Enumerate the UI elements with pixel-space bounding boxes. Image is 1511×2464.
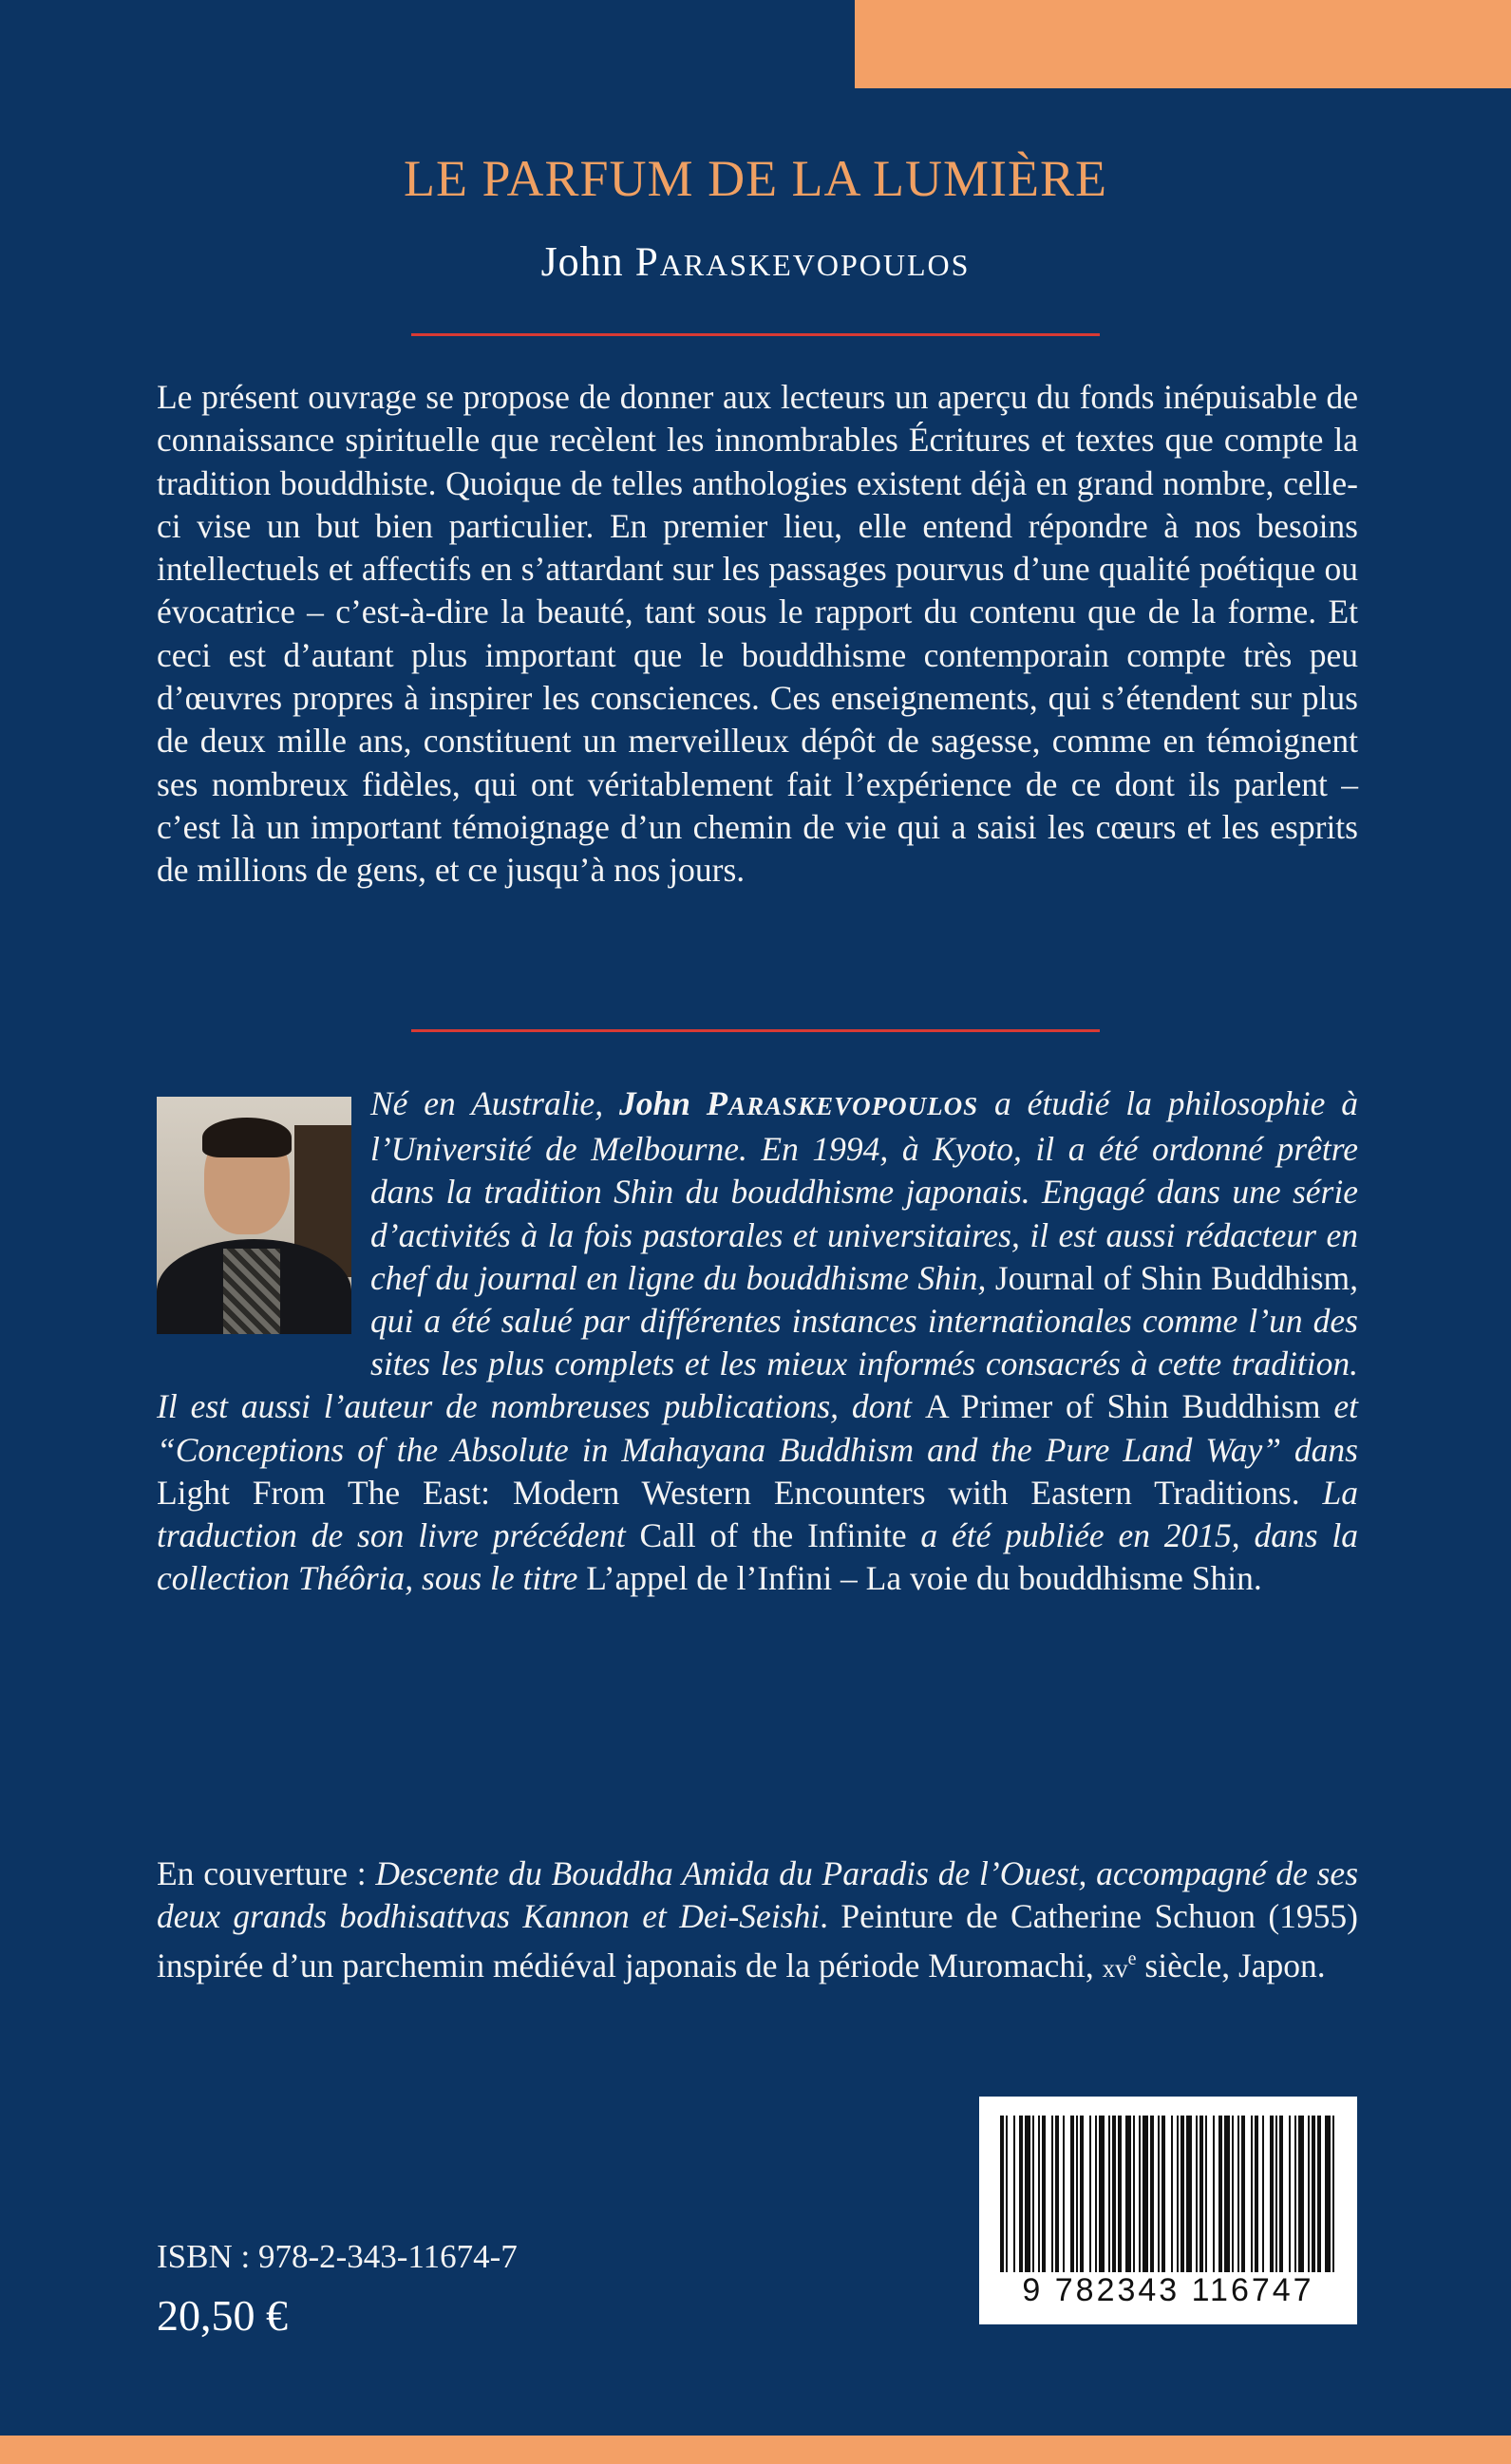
book-title-3: Call of the Infinite: [639, 1516, 907, 1555]
barcode-bars: [1000, 2116, 1336, 2272]
barcode-bar: [1099, 2116, 1105, 2272]
barcode-bar: [1298, 2116, 1304, 2272]
barcode-bar: [1032, 2116, 1034, 2272]
barcode-bar: [1063, 2116, 1065, 2272]
barcode-number: 9 782343 116747: [1022, 2272, 1314, 2308]
book-title-1: A Primer of Shin Buddhism: [924, 1387, 1321, 1426]
bio-author-name: John PARASKEVOPOULOS: [618, 1084, 979, 1122]
barcode-bar: [1294, 2116, 1296, 2272]
book-title-4: L’appel de l’Infini – La voie du bouddhisme Shin.: [586, 1559, 1262, 1598]
barcode-bar: [1177, 2116, 1179, 2272]
barcode-bar: [1251, 2116, 1253, 2272]
barcode-bar: [1006, 2116, 1008, 2272]
orange-corner-band: [855, 0, 1511, 88]
barcode-bar: [1308, 2116, 1310, 2272]
author-biography: Né en Australie, John PARASKEVOPOULOS a étudié la philosophie à l’Université de Melbourne. En 1994, à Kyoto, il a été ordonné prêtre dans la tradition Shin du bouddhisme japonais. Engagé dans une série d’activités à la fois pastorales et universitaires, il est aussi rédacteur en chef du journal en ligne du bouddhisme Shin, Journal of Shin Buddhism, qui a été salué par différentes instances internationales comme l’un des sites les plus complets et les mieux informés consacrés à cette tradition. Il est aussi l’auteur de nombreuses publications, dont A Primer of Shin Buddhism et “Conceptions of the Absolute in Mahayana Buddhism and the Pure Land Way” dans Light From The East: Modern Western Encounters with Eastern Traditions. La traduction de son livre précédent Call of the Infinite a été publiée en 2015, dans la collection Théôria, sous le titre L’appel de l’Infini – La voie du bouddhisme Shin.: [157, 1084, 1359, 1598]
barcode-bar: [1279, 2116, 1283, 2272]
barcode-bar: [1270, 2116, 1274, 2272]
barcode-bar: [1196, 2116, 1198, 2272]
barcode-bar: [1038, 2116, 1040, 2272]
barcode-bar: [1143, 2116, 1148, 2272]
author-last-name: PARASKEVOPOULOS: [634, 240, 971, 285]
barcode: [979, 2097, 1357, 2324]
barcode-bar: [1199, 2116, 1203, 2272]
barcode-bar: [1232, 2116, 1234, 2272]
barcode-bar: [1089, 2116, 1091, 2272]
barcode-bar: [1042, 2116, 1046, 2272]
book-title: LE PARFUM DE LA LUMIÈRE: [403, 150, 1108, 207]
barcode-bar: [1076, 2116, 1078, 2272]
barcode-bar: [1237, 2116, 1239, 2272]
barcode-bar: [1108, 2116, 1110, 2272]
barcode-bar: [1205, 2116, 1207, 2272]
journal-title: Journal of Shin Buddhism: [994, 1258, 1350, 1297]
barcode-bar: [1150, 2116, 1154, 2272]
barcode-bar: [1025, 2116, 1030, 2272]
barcode-bar: [1000, 2116, 1004, 2272]
barcode-bar: [1055, 2116, 1059, 2272]
barcode-bar: [1213, 2116, 1215, 2272]
barcode-bar: [1241, 2116, 1245, 2272]
barcode-bar: [1133, 2116, 1135, 2272]
barcode-bar: [1019, 2116, 1023, 2272]
barcode-bar: [1317, 2116, 1321, 2272]
price: 20,50 €: [157, 2291, 288, 2340]
barcode-bar: [1158, 2116, 1160, 2272]
barcode-bar: [1013, 2116, 1015, 2272]
barcode-bar: [1112, 2116, 1116, 2272]
barcode-bar: [1070, 2116, 1074, 2272]
barcode-bar: [1051, 2116, 1053, 2272]
isbn: ISBN : 978-2-343-11674-7: [157, 2238, 518, 2275]
cover-credit: En couverture : Descente du Bouddha Amida du Paradis de l’Ouest, accompagné de ses deux grands bodhisattvas Kannon et Dei-Seishi. Peinture de Catherine Schuon (1955) inspirée d’un parchemin médiéval japonais de la période Muromachi, $xv^e$ siècle, Japon.: [157, 1854, 1359, 1985]
barcode-bar: [1080, 2116, 1084, 2272]
barcode-bar: [1289, 2116, 1291, 2272]
barcode-bar: [1262, 2116, 1264, 2272]
orange-bottom-band: [0, 2436, 1511, 2464]
book-title-2: Light From The East: Modern Western Encounters with Eastern Traditions.: [157, 1473, 1300, 1512]
artwork-title: Descente du Bouddha Amida du Paradis de l’Ouest, accompagné de ses deux grands bodhisattvas Kannon et Dei-Seishi: [157, 1854, 1359, 1936]
barcode-bar: [1125, 2116, 1131, 2272]
barcode-bar: [1162, 2116, 1165, 2272]
barcode-bar: [1218, 2116, 1222, 2272]
barcode-bar: [1171, 2116, 1173, 2272]
barcode-bar: [1180, 2116, 1184, 2272]
barcode-bar: [1095, 2116, 1097, 2272]
divider-middle: [411, 1029, 1100, 1032]
book-summary: Le présent ouvrage se propose de donner aux lecteurs un aperçu du fonds inépuisable de connaissance spirituelle que recèlent les innombrables Écritures et textes que compte la tradition bouddhiste. Quoique de telles anthologies existent déjà en grand nombre, celle-ci vise un but bien particulier. En premier lieu, elle entend répondre à nos besoins intellectuels et affectifs en s’attardant sur les passages pourvus d’une qualité poétique ou évocatrice – c’est-à-dire la beauté, tant sous le rapport du contenu que de la forme. Et ceci est d’autant plus important que le bouddhisme contemporain compte très peu d’œuvres propres à inspirer les consciences. Ces enseignements, qui s’étendent sur plus de deux mille ans, constituent un merveilleux dépôt de sagesse, comme en témoignent ses nombreux fidèles, qui ont véritablement fait l’expérience de ce dont ils parlent – c’est là un important témoignage d’un chemin de vie qui a saisi les cœurs et les esprits de millions de gens, et ce jusqu’à nos jours.: [157, 378, 1358, 890]
barcode-bar: [1224, 2116, 1230, 2272]
author-first-name: John: [540, 238, 624, 285]
divider-top: [411, 333, 1100, 336]
barcode-bar: [1275, 2116, 1277, 2272]
barcode-bar: [1118, 2116, 1122, 2272]
barcode-bar: [1186, 2116, 1192, 2272]
barcode-bar: [1139, 2116, 1141, 2272]
barcode-bar: [1325, 2116, 1331, 2272]
book-author: [0, 237, 1511, 286]
barcode-bar: [1332, 2116, 1334, 2272]
barcode-bar: [1255, 2116, 1258, 2272]
barcode-bar: [1312, 2116, 1315, 2272]
